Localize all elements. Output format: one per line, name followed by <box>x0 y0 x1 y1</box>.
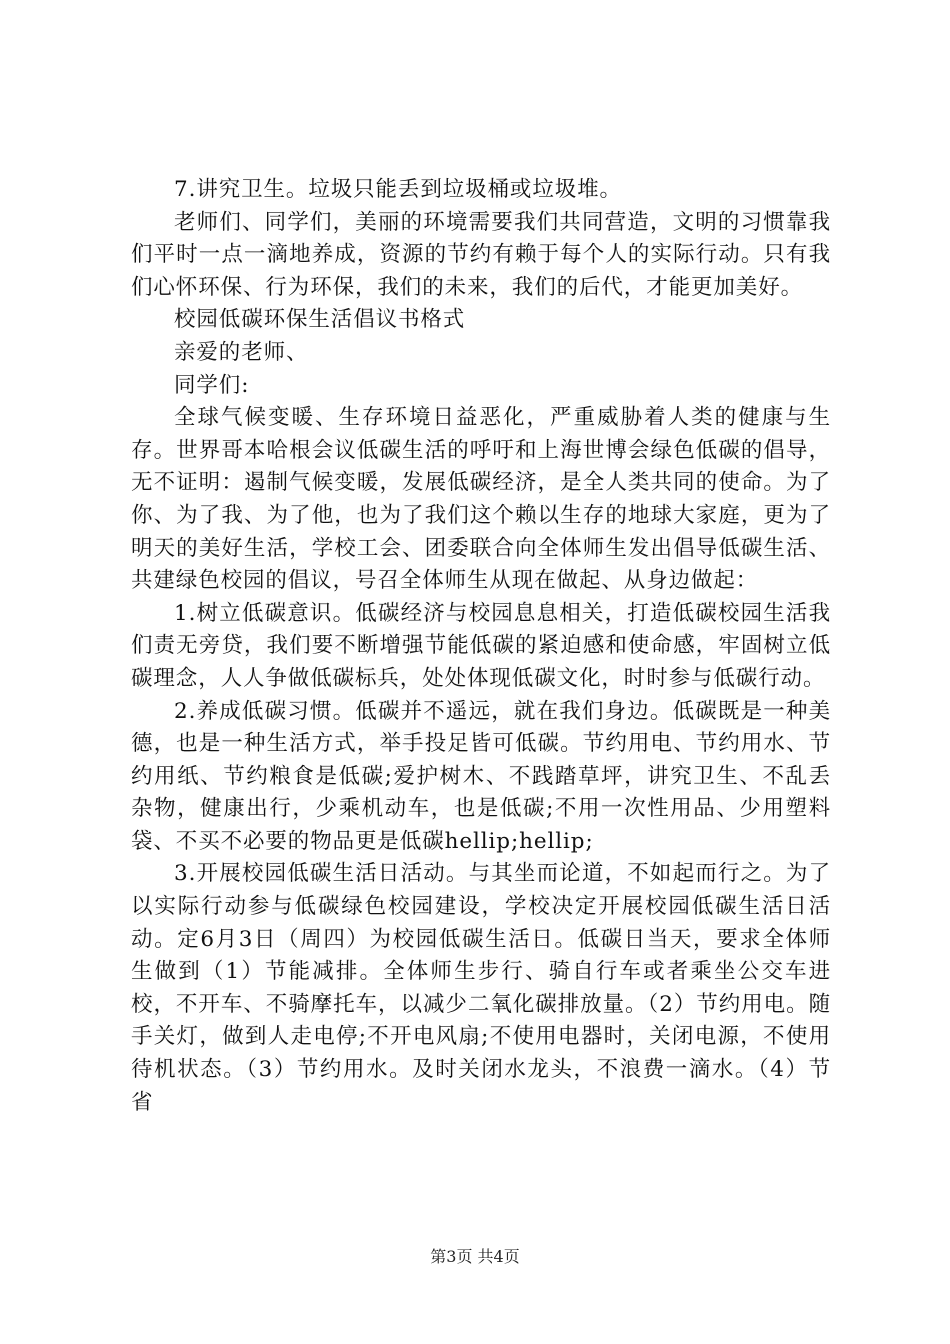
section-title: 校园低碳环保生活倡议书格式 <box>174 307 466 333</box>
page-number-footer: 第3页 共4页 <box>430 1247 520 1266</box>
salutation-line-1: 亲爱的老师、 <box>174 339 309 365</box>
paragraph-hygiene-item: 7.讲究卫生。垃圾只能丢到垃圾桶或垃圾堆。 <box>174 177 622 202</box>
paragraph-closing-appeal: 老师们、同学们，美丽的环境需要我们共同营造，文明的习惯靠我们平时一点一滴地养成，资源的节约有赖于每个人的实际行动。只有我们心怀环保、行为环保，我们的未来，我们的后代，才能更加美好。 <box>131 209 831 300</box>
paragraph-item-1: 1.树立低碳意识。低碳经济与校园息息相关，打造低碳校园生活我们责无旁贷，我们要不断增强节能低碳的紧迫感和使命感，牢固树立低碳理念，人人争做低碳标兵，处处体现低碳文化，时时参与低碳行动。 <box>131 600 831 691</box>
paragraph-item-3: 3.开展校园低碳生活日活动。与其坐而论道，不如起而行之。为了以实际行动参与低碳绿色校园建设，学校决定开展校园低碳生活日活动。定6月3日（周四）为校园低碳生活日。低碳日当天，要求全体师生做到（1）节能减排。全体师生步行、骑自行车或者乘坐公交车进校，不开车、不骑摩托车，以减少二氧化碳排放量。（2）节约用电。随手关灯，做到人走电停;不开电风扇;不使用电器时，关闭电源，不使用待机状态。（3）节约用水。及时关闭水龙头，不浪费一滴水。（4）节省 <box>131 861 831 1115</box>
paragraph-introduction: 全球气候变暖、生存环境日益恶化，严重威胁着人类的健康与生存。世界哥本哈根会议低碳生活的呼吁和上海世博会绿色低碳的倡导，无不证明：遏制气候变暖，发展低碳经济，是全人类共同的使命。为了你、为了我、为了他，也为了我们这个赖以生存的地球大家庭，更为了明天的美好生活，学校工会、团委联合向全体师生发出倡导低碳生活、共建绿色校园的倡议，号召全体师生从现在做起、从身边做起： <box>131 405 831 594</box>
salutation-line-2: 同学们: <box>174 372 250 398</box>
document-body <box>131 174 831 1119</box>
paragraph-item-2: 2.养成低碳习惯。低碳并不遥远，就在我们身边。低碳既是一种美德，也是一种生活方式，举手投足皆可低碳。节约用电、节约用水、节约用纸、节约粮食是低碳;爱护树木、不践踏草坪，讲究卫生、不乱丢杂物，健康出行，少乘机动车，也是低碳;不用一次性用品、少用塑料袋、不买不必要的物品更是低碳hellip;hellip; <box>131 698 831 854</box>
